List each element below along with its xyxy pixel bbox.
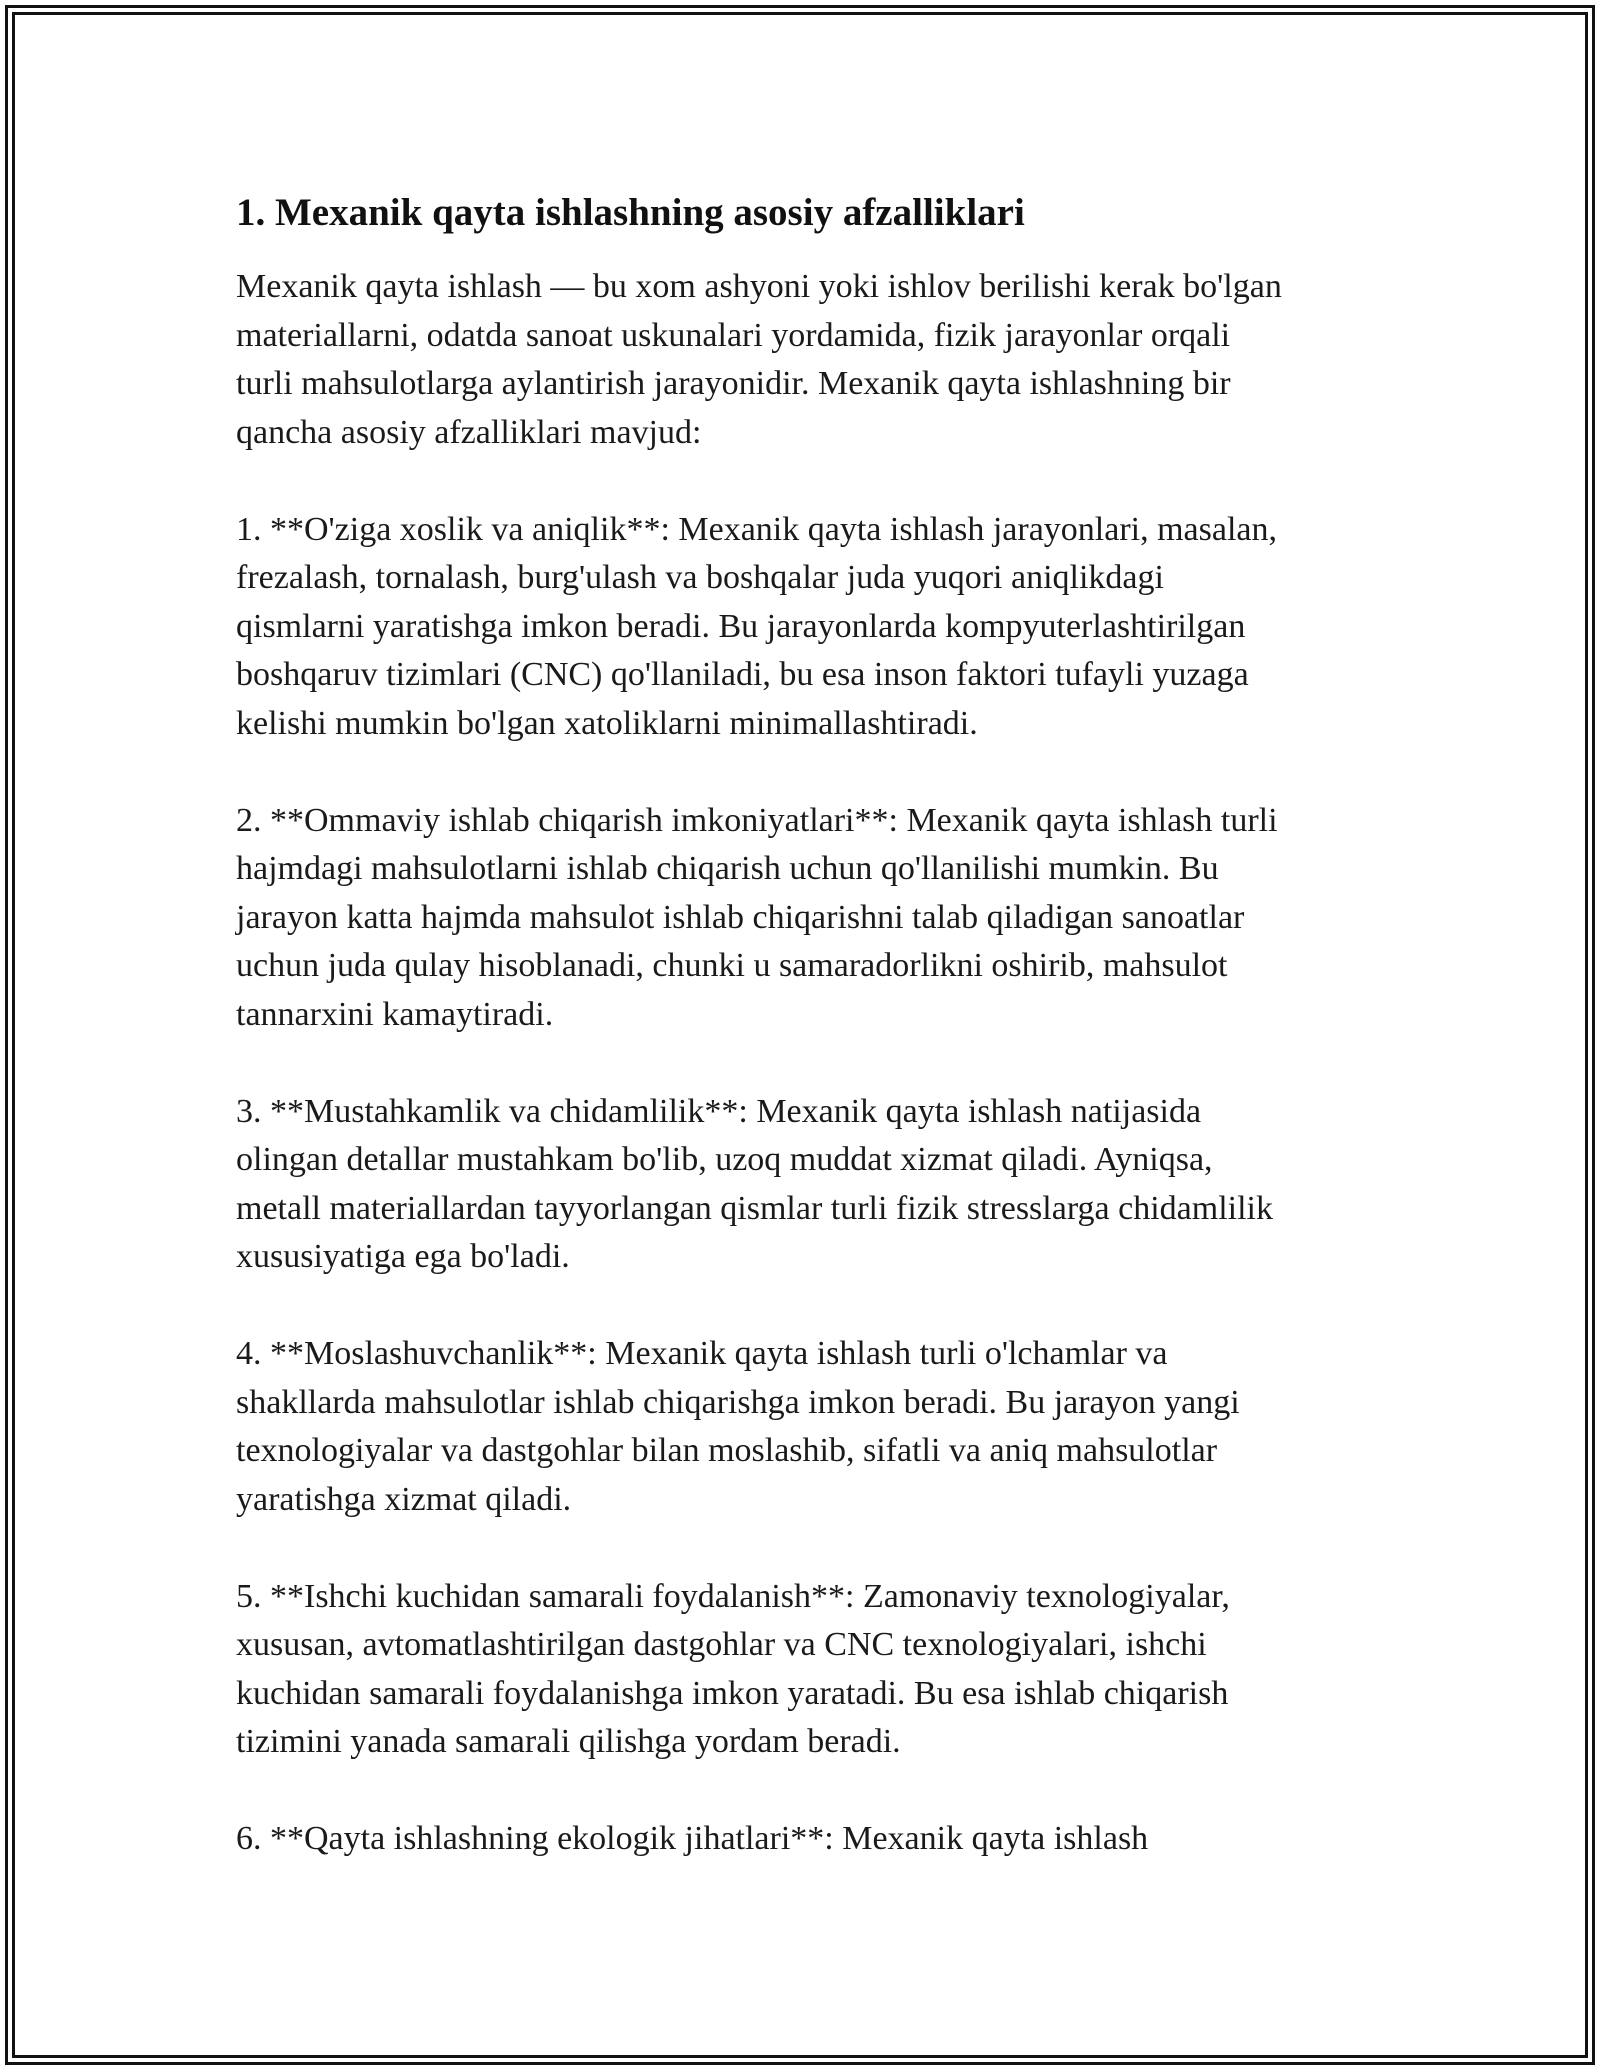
list-item-1: 1. **O'ziga xoslik va aniqlik**: Mexanik qayta ishlash jarayonlari, masalan, frezalash, tornalash, burg'ulash va boshqalar juda yuqori aniqlikdagi qismlarni yaratishga imkon beradi. Bu jarayonlarda kompyuterlashtirilgan boshqaruv tizimlari (CNC) qo'llaniladi, bu esa inson faktori tufayli yuzaga kelishi mumkin bo'lgan xatoliklarni minimallashtiradi. — [236, 510, 1277, 742]
list-item-6: 6. **Qayta ishlashning ekologik jihatlari**: Mexanik qayta ishlash — [236, 1820, 1149, 1857]
list-item-5: 5. **Ishchi kuchidan samarali foydalanish**: Zamonaviy texnologiyalar, xususan, avtomatlashtirilgan dastgohlar va CNC texnologiyalari, ishchi kuchidan samarali foydalanishga imkon yaratadi. Bu esa ishlab chiqarish tizimini yanada samarali qilishga yordam beradi. — [236, 1577, 1230, 1760]
section-heading: 1. Mexanik qayta ishlashning asosiy afzalliklari — [236, 191, 1025, 234]
list-item-2: 2. **Ommaviy ishlab chiqarish imkoniyatlari**: Mexanik qayta ishlash turli hajmdagi mahsulotlarni ishlab chiqarish uchun qo'llanilishi mumkin. Bu jarayon katta hajmda mahsulot ishlab chiqarishni talab qiladigan sanoatlar uchun juda qulay hisoblanadi, chunki u samaradorlikni oshirib, mahsulot tannarxini kamaytiradi. — [236, 801, 1278, 1033]
list-item-4: 4. **Moslashuvchanlik**: Mexanik qayta ishlash turli o'lchamlar va shakllarda mahsulotlar ishlab chiqarishga imkon beradi. Bu jarayon yangi texnologiyalar va dastgohlar bilan moslashib, sifatli va aniq mahsulotlar yaratishga xizmat qiladi. — [236, 1335, 1240, 1518]
list-item-3: 3. **Mustahkamlik va chidamlilik**: Mexanik qayta ishlash natijasida olingan detallar mustahkam bo'lib, uzoq muddat xizmat qiladi. Ayniqsa, metall materiallardan tayyorlangan qismlar turli fizik stresslarga chidamlilik xususiyatiga ega bo'ladi. — [236, 1092, 1273, 1275]
intro-paragraph: Mexanik qayta ishlash — bu xom ashyoni yoki ishlov berilishi kerak bo'lgan materiallarni, odatda sanoat uskunalari yordamida, fizik jarayonlar orqali turli mahsulotlarga aylantirish jarayonidir. Mexanik qayta ishlashning bir qancha asosiy afzalliklari mavjud: — [236, 268, 1282, 451]
document-body — [236, 185, 1376, 1864]
